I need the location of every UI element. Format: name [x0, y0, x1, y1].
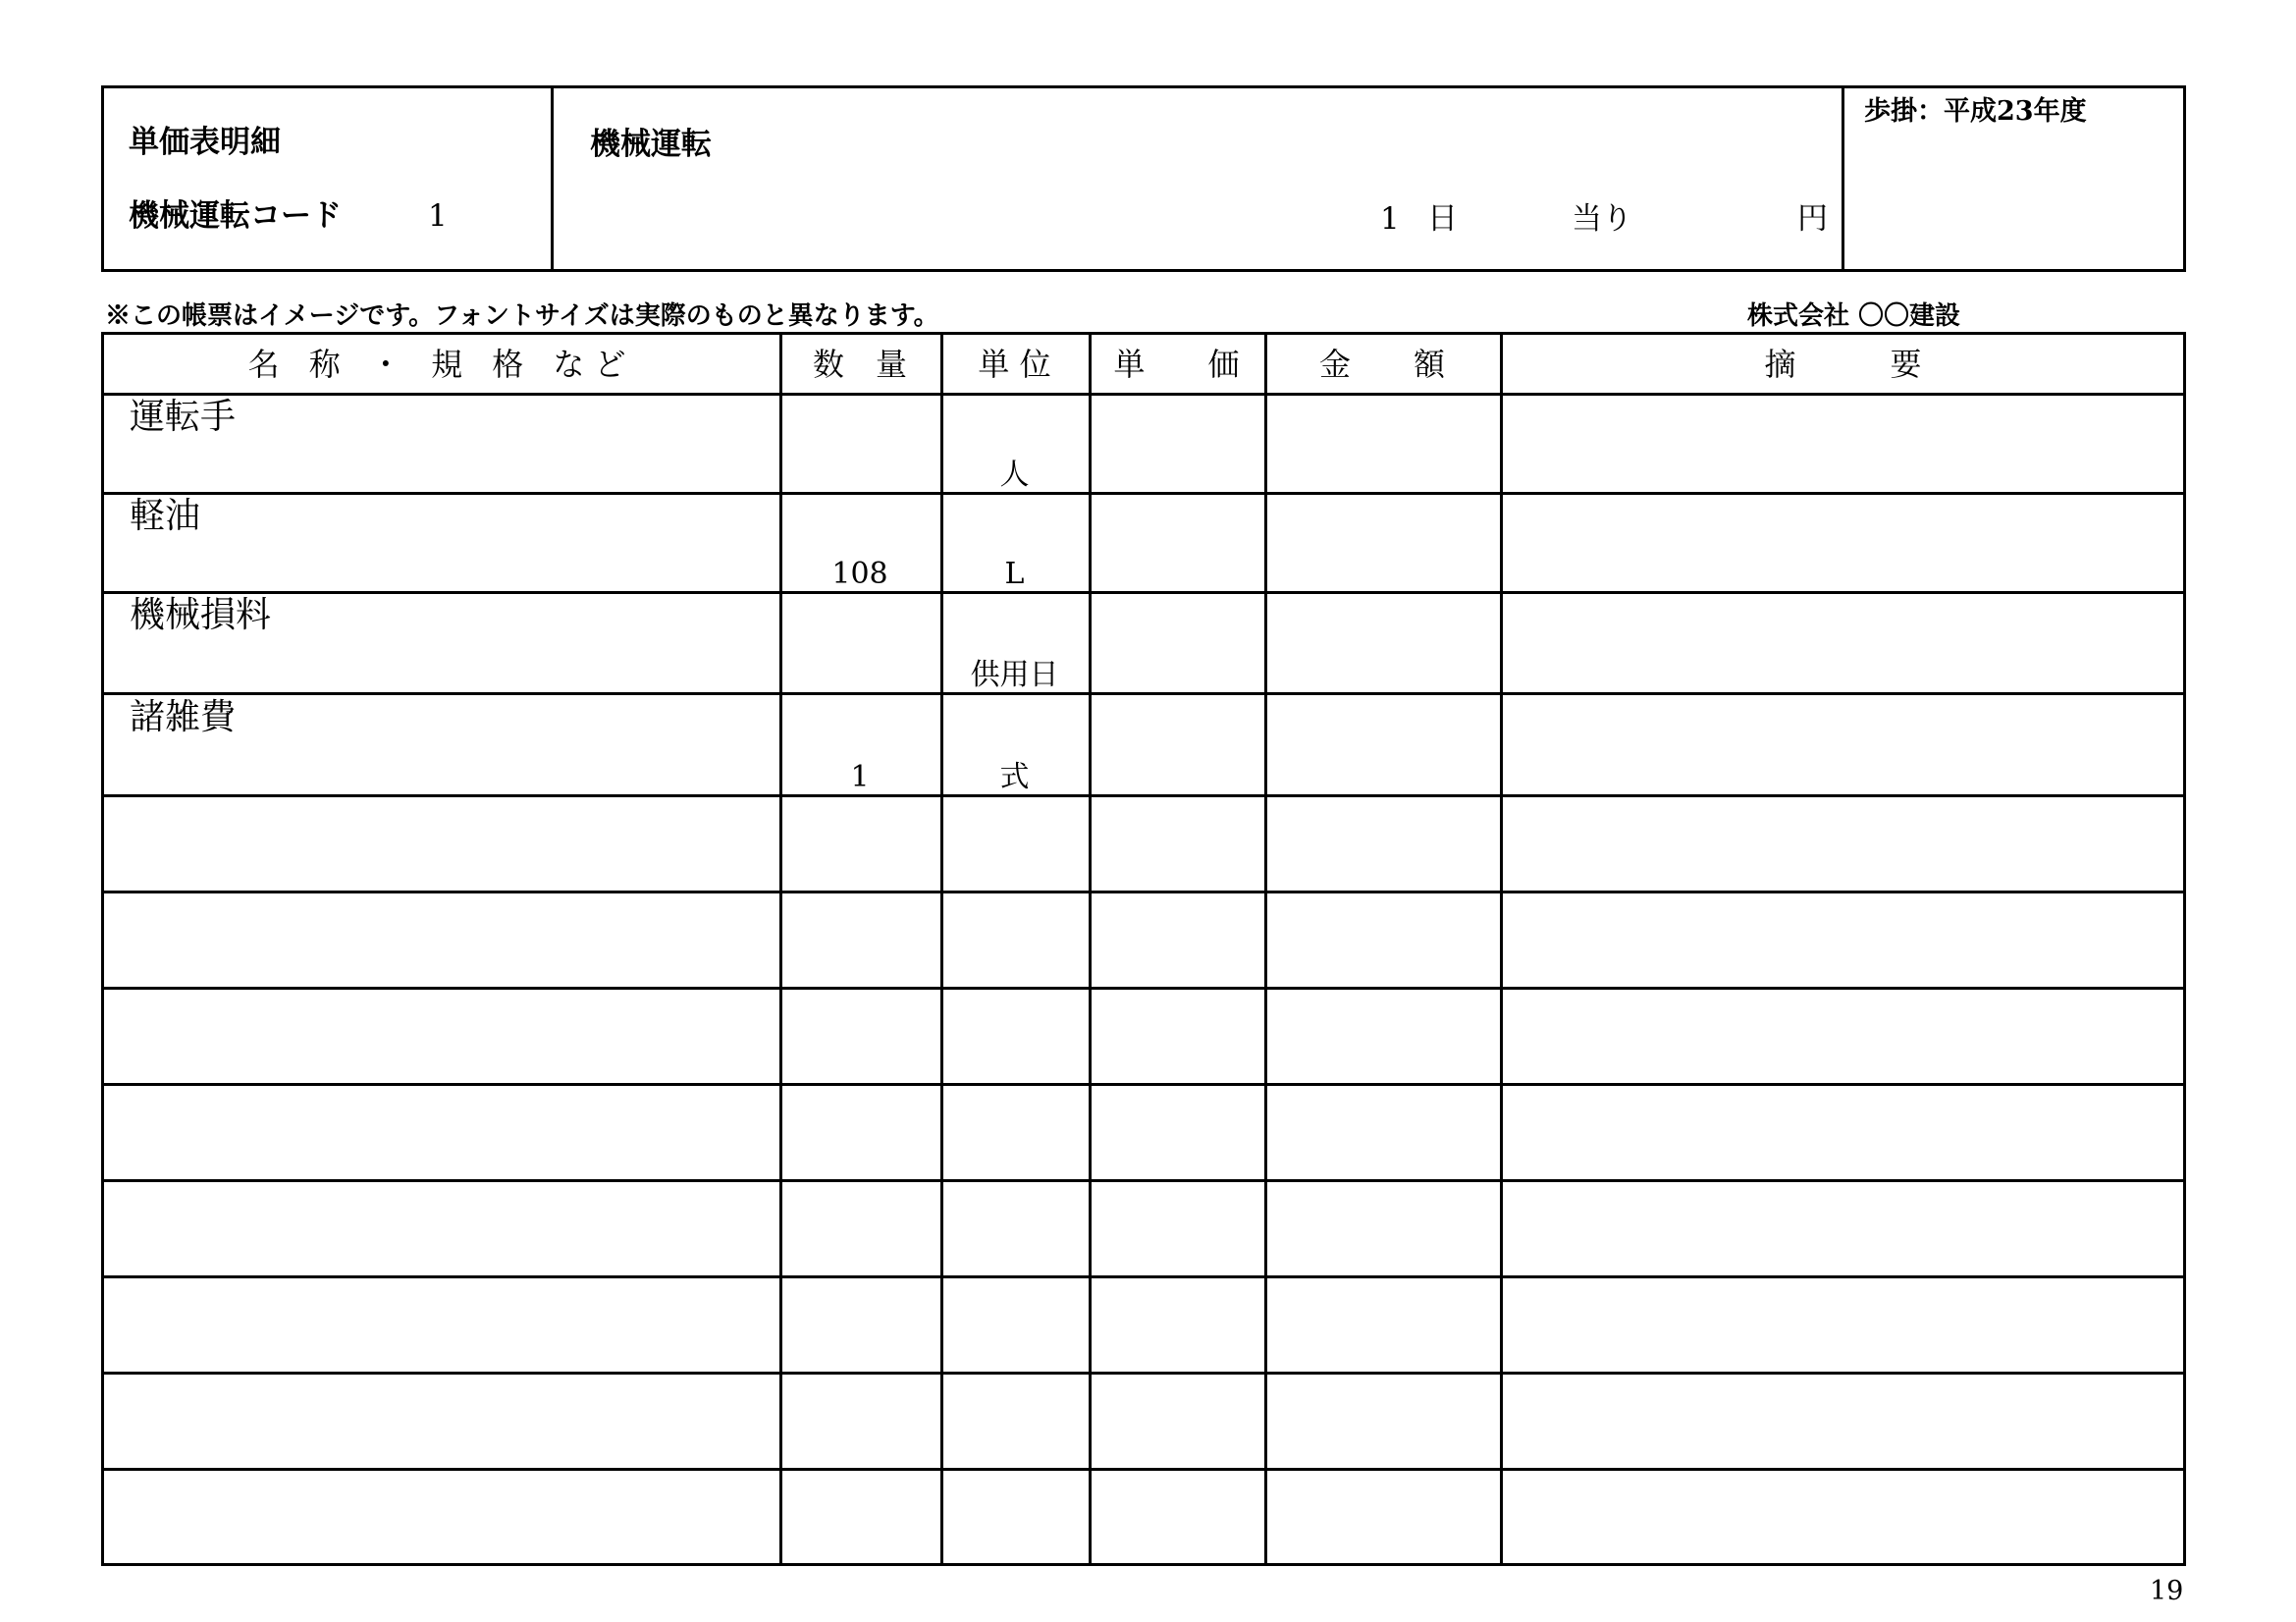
row-divider	[104, 1083, 2183, 1086]
row-divider	[104, 1179, 2183, 1182]
row-name-cell: 運転手	[130, 397, 237, 437]
per-qty: 1	[1380, 201, 1400, 237]
column-divider	[779, 335, 782, 1563]
header-divider	[551, 88, 554, 269]
row-qty-cell: 1	[850, 760, 870, 794]
row-unit-cell: 供用日	[970, 658, 1059, 692]
row-unit-cell: 人	[999, 458, 1030, 492]
row-divider	[104, 987, 2183, 990]
row-name-cell: 諸雑費	[130, 697, 237, 737]
code-label: 機械運転コード	[129, 198, 342, 234]
item-name: 機械運転	[590, 127, 712, 162]
row-divider	[104, 794, 2183, 797]
per-label: 当り	[1572, 201, 1632, 237]
column-header-name: 名 称 ・ 規 格 など	[247, 346, 636, 383]
doc-type-label: 単価表明細	[129, 125, 281, 160]
row-divider	[104, 1275, 2183, 1278]
column-header-price: 単 価	[1113, 346, 1240, 383]
row-name-cell: 機械損料	[130, 595, 272, 635]
row-divider	[104, 492, 2183, 495]
column-header-qty: 数 量	[812, 346, 907, 383]
detail-table	[101, 332, 2186, 1566]
column-divider	[1089, 335, 1092, 1563]
column-divider	[940, 335, 943, 1563]
disclaimer-note: ※この帳票はイメージです。フォントサイズは実際のものと異なります。	[105, 301, 939, 331]
header-divider	[1842, 88, 1844, 269]
currency-label: 円	[1797, 201, 1828, 237]
per-unit: 日	[1427, 201, 1458, 237]
row-divider	[104, 891, 2183, 893]
row-divider	[104, 591, 2183, 594]
column-header-remarks: 摘 要	[1764, 346, 1922, 383]
row-divider	[104, 1372, 2183, 1375]
column-header-amount: 金 額	[1318, 346, 1445, 383]
company-name: 株式会社 〇〇建設	[1747, 301, 1961, 331]
row-name-cell: 軽油	[130, 496, 201, 536]
rate-label: 歩掛：平成23年度	[1864, 96, 2087, 127]
header-box	[101, 85, 2186, 272]
column-divider	[1264, 335, 1267, 1563]
page-number: 19	[2150, 1576, 2184, 1606]
row-unit-cell: L	[1004, 557, 1025, 591]
column-header-unit: 単 位	[978, 346, 1051, 383]
row-unit-cell: 式	[999, 760, 1030, 794]
row-divider	[104, 1468, 2183, 1471]
row-qty-cell: 108	[831, 557, 888, 591]
row-divider	[104, 692, 2183, 695]
code-value: 1	[428, 198, 448, 234]
column-divider	[1500, 335, 1503, 1563]
